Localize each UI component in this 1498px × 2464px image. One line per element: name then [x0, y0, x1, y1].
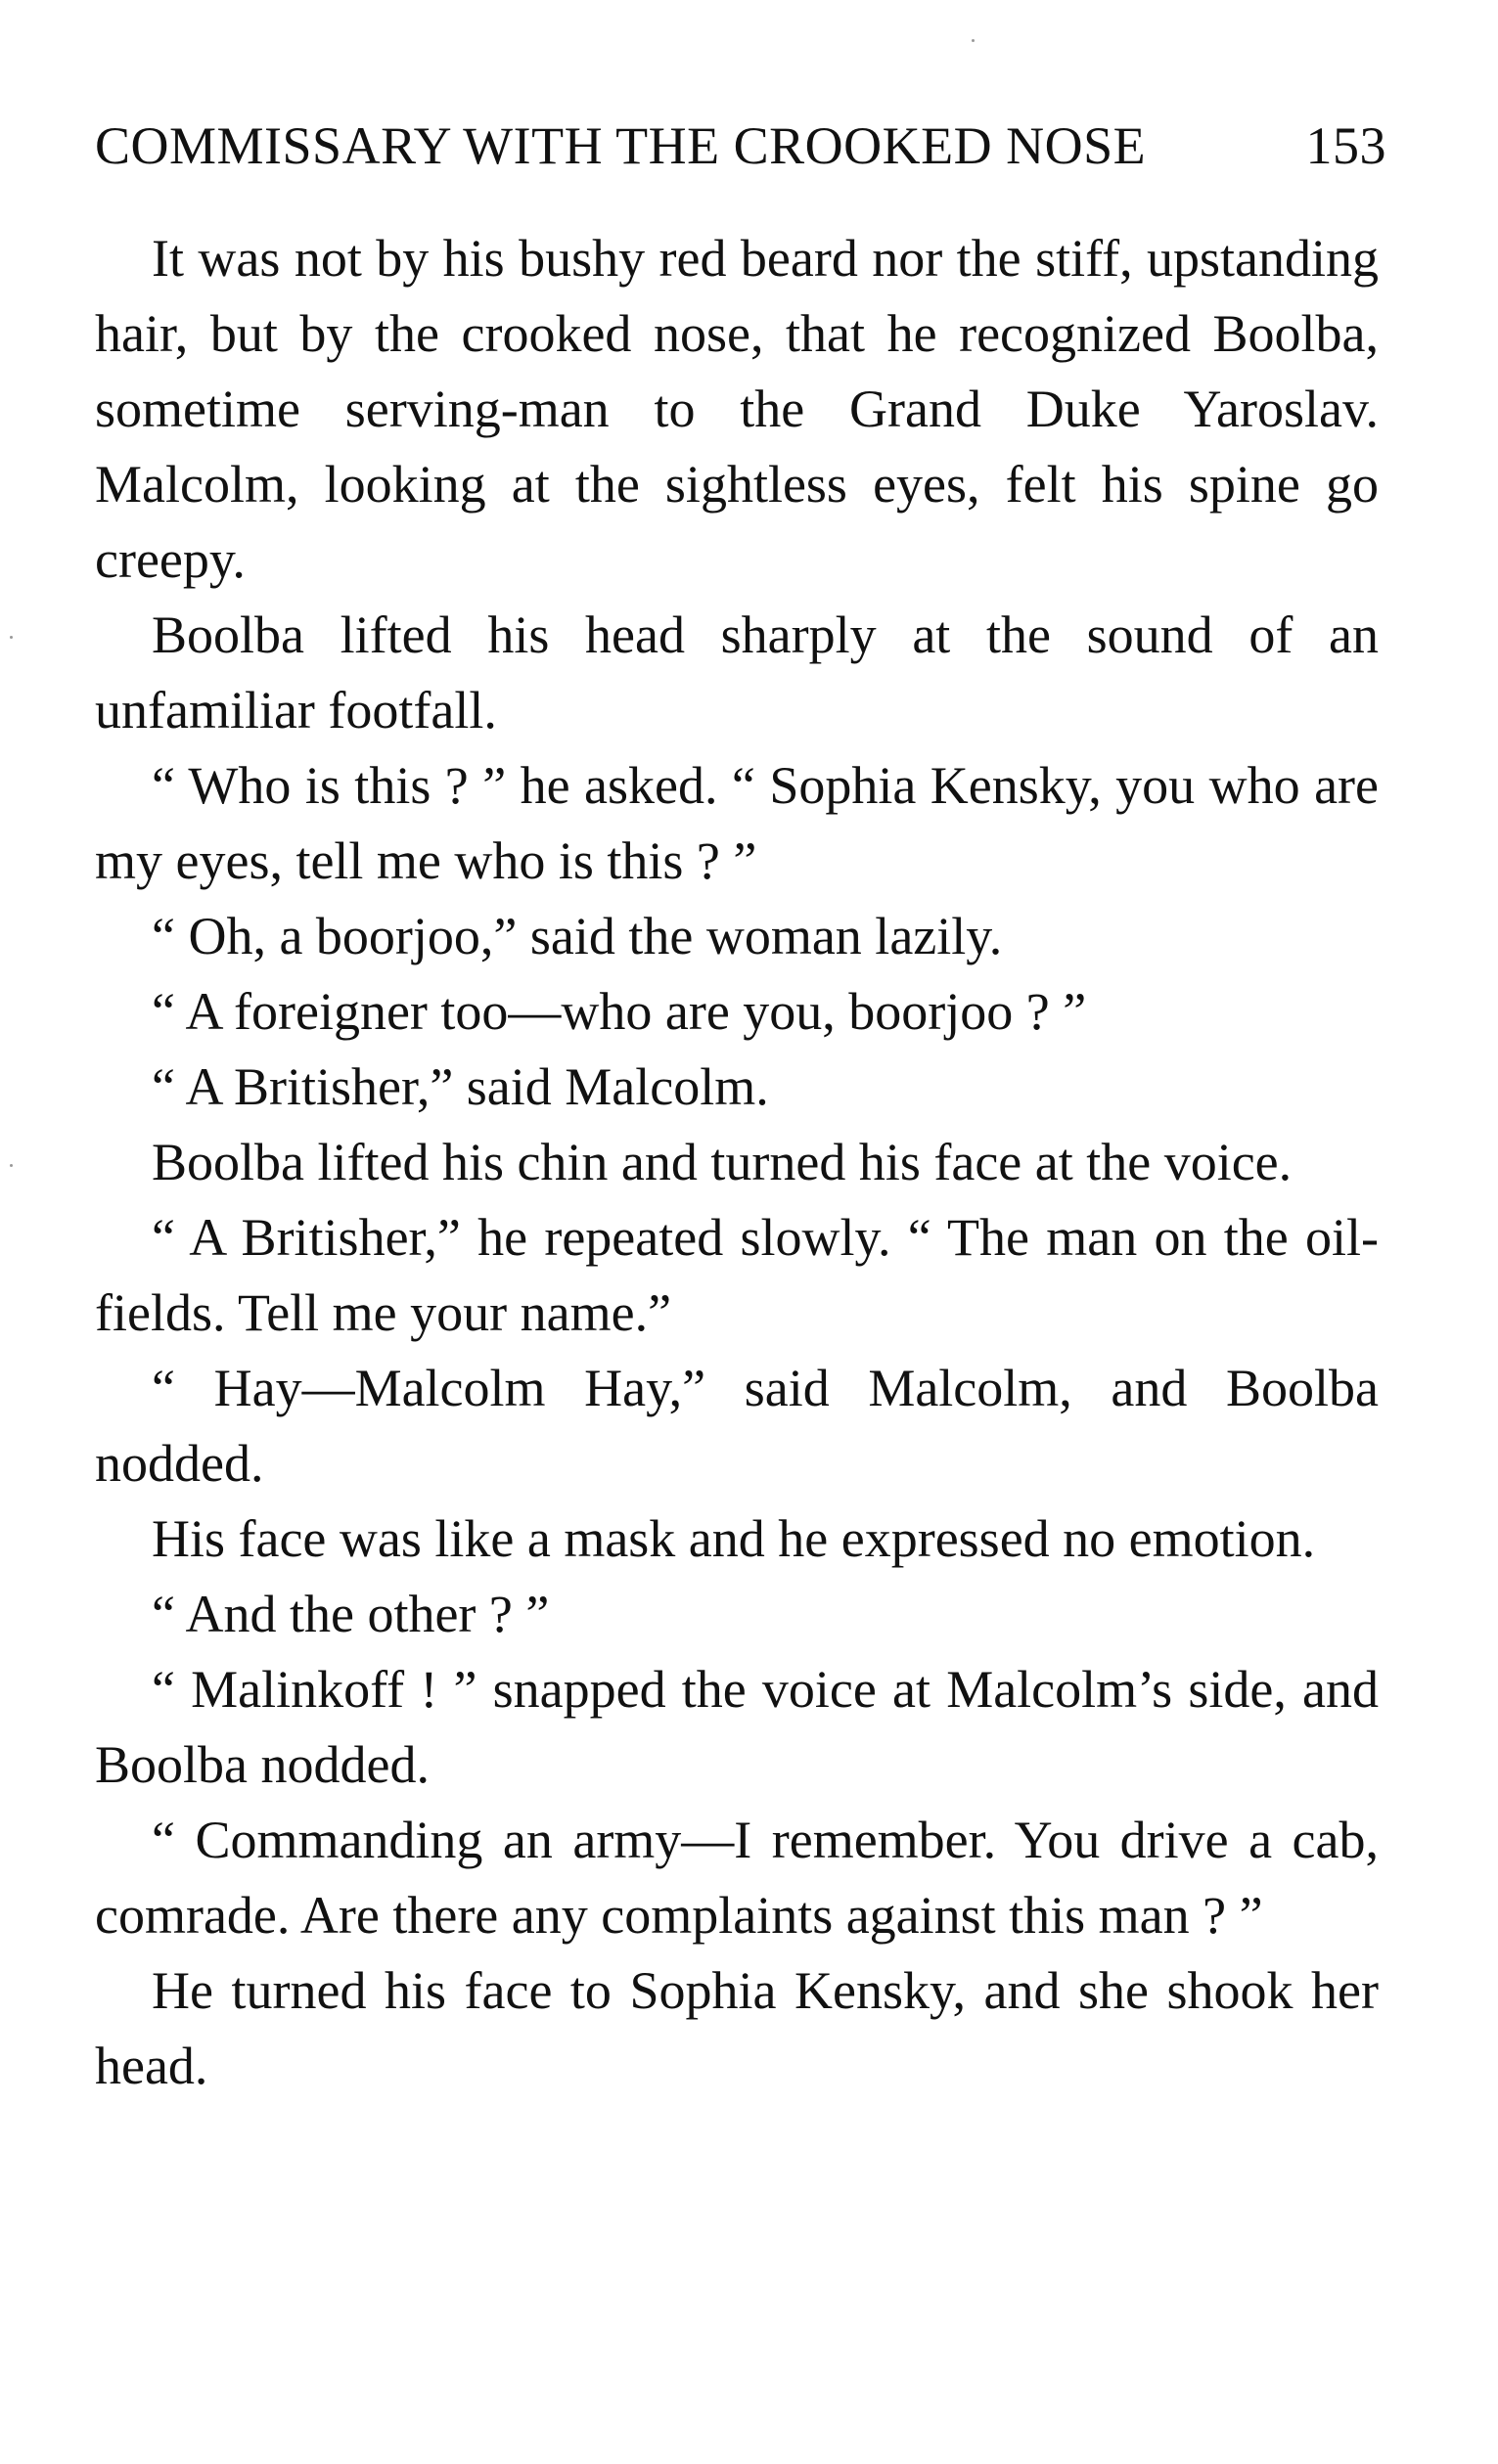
- paragraph: “ A Britisher,” said Malcolm.: [152, 1057, 769, 1116]
- paragraph: “ Commanding an army—I remember. You drive a cab, comrade. Are there any complaints against this man ? ”: [95, 1811, 1379, 1945]
- paper-speck: [972, 39, 975, 42]
- paragraph: “ A foreigner too—who are you, boorjoo ? ”: [152, 982, 1087, 1041]
- paragraph: Boolba lifted his chin and turned his face at the voice.: [152, 1133, 1293, 1191]
- paragraph: “ And the other ? ”: [152, 1585, 550, 1643]
- paragraph: “ A Britisher,” he repeated slowly. “ The man on the oil-fields. Tell me your name.”: [95, 1208, 1379, 1342]
- paragraph: “ Oh, a boorjoo,” said the woman lazily.: [152, 907, 1003, 965]
- paragraph: “ Who is this ? ” he asked. “ Sophia Kensky, you who are my eyes, tell me who is this ? ”: [95, 756, 1379, 890]
- paragraph: It was not by his bushy red beard nor the stiff, upstanding hair, but by the crooked nose, that he recognized Boolba, sometime serving-man to the Grand Duke Yaroslav. Malcolm, looking at the sightless eyes, felt his spine go creepy.: [95, 229, 1379, 589]
- running-head: [95, 115, 1386, 194]
- paper-speck: [10, 636, 13, 639]
- paragraph: His face was like a mask and he expressed no emotion.: [152, 1509, 1316, 1568]
- paragraph: He turned his face to Sophia Kensky, and she shook her head.: [95, 1961, 1379, 2095]
- page-number: 153: [1305, 116, 1386, 175]
- running-title: COMMISSARY WITH THE CROOKED NOSE: [95, 116, 1147, 175]
- paragraph: “ Malinkoff ! ” snapped the voice at Malcolm’s side, and Boolba nodded.: [95, 1660, 1379, 1794]
- body-text: [95, 221, 1379, 2104]
- paper-speck: [10, 1164, 13, 1167]
- paragraph: Boolba lifted his head sharply at the sound of an unfamiliar footfall.: [95, 605, 1379, 739]
- paragraph: “ Hay—Malcolm Hay,” said Malcolm, and Boolba nodded.: [95, 1359, 1379, 1493]
